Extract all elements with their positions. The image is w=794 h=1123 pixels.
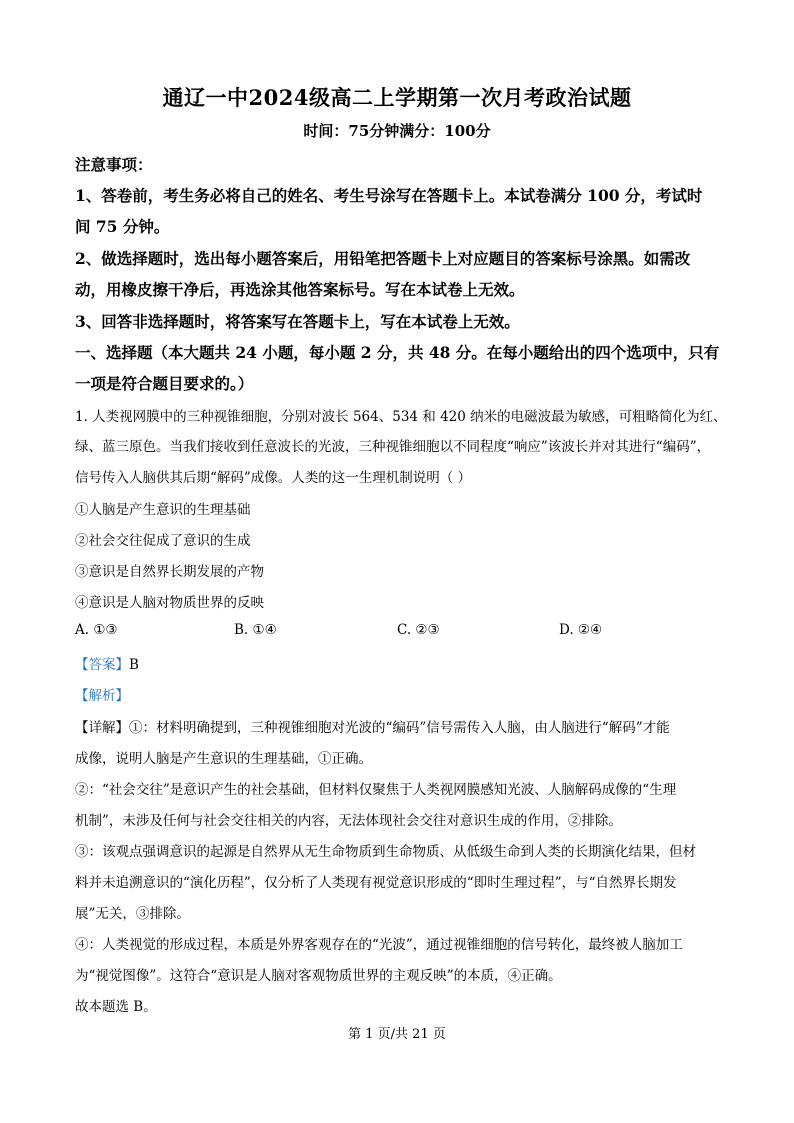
section-heading-line-2: 一项是符合题目要求的。）	[75, 374, 254, 393]
detail-line-9: 为“视觉图像”。这符合“意识是人脑对客观物质世界的主观反映”的本质，④正确。	[75, 968, 562, 984]
statement-4: ④意识是人脑对物质世界的反映	[75, 595, 264, 611]
page-number: 第 1 页/共 21 页	[348, 1027, 446, 1042]
notice-item-3: 3、回答非选择题时，将答案写在答题卡上，写在本试卷上无效。	[75, 312, 520, 331]
detail-line-6: 料并未追溯意识的“演化历程”，仅分析了人类现有视觉意识形成的“即时生理过程”，与“自然界长期发	[75, 875, 677, 891]
question-stem-line-1: 1. 人类视网膜中的三种视锥细胞，分别对波长 564、534 和 420 纳米的电磁波最为敏感，可粗略简化为红、	[75, 409, 727, 425]
statement-2: ②社会交往促成了意识的生成	[75, 533, 251, 549]
detail-line-2: 成像，说明人脑是产生意识的生理基础，①正确。	[75, 751, 372, 767]
detail-line-8: ④：人类视觉的形成过程，本质是外界客观存在的“光波”，通过视锥细胞的信号转化，最终被人脑加工	[75, 937, 683, 953]
answer-value: B	[129, 657, 139, 673]
notice-item-2-line-1: 2、做选择题时，选出每小题答案后，用铅笔把答题卡上对应题目的答案标号涂黑。如需改	[75, 249, 691, 268]
notice-item-2-line-2: 动，用橡皮擦干净后，再选涂其他答案标号。写在本试卷上无效。	[75, 280, 525, 299]
detail-line-3: ②：“社会交往”是意识产生的社会基础，但材料仅聚焦于人类视网膜感知光波、人脑解码成像的“生理	[75, 782, 677, 798]
option-b: B. ①④	[234, 622, 277, 638]
conclusion-line: 故本题选 B。	[75, 999, 157, 1015]
detail-line-4: 机制”，未涉及任何与社会交往相关的内容，无法体现社会交往对意识生成的作用，②排除。	[75, 813, 622, 829]
analysis-tag: 【解析】	[75, 688, 129, 704]
section-heading-line-1: 一、选择题（本大题共 24 小题，每小题 2 分，共 48 分。在每小题给出的四个选项中，只有	[75, 343, 720, 362]
detail-line-7: 展”无关，③排除。	[75, 906, 190, 922]
exam-time-score: 时间：75分钟满分：100分	[303, 122, 491, 140]
option-d: D. ②④	[559, 622, 603, 638]
answer-tag: 【答案】	[75, 657, 129, 673]
question-stem-line-2: 绿、蓝三原色。当我们接收到任意波长的光波，三种视锥细胞以不同程度“响应”该波长并对其进行“编码”，	[75, 439, 711, 455]
notice-item-1-line-1: 1、答卷前，考生务必将自己的姓名、考生号涂写在答题卡上。本试卷满分 100 分，考试时	[75, 186, 703, 205]
option-a: A. ①③	[75, 622, 118, 638]
statement-3: ③意识是自然界长期发展的产物	[75, 564, 264, 580]
notice-item-1-line-2: 间 75 分钟。	[75, 217, 170, 236]
detail-line-1: 【详解】①：材料明确提到，三种视锥细胞对光波的“编码”信号需传入人脑，由人脑进行“解码”才能	[75, 720, 670, 736]
answer-line	[75, 653, 139, 673]
page-title: 通辽一中2024级高二上学期第一次月考政治试题	[162, 85, 632, 110]
question-stem-line-3: 信号传入人脑供其后期“解码”成像。人类的这一生理机制说明（ ）	[75, 470, 472, 486]
notice-heading: 注意事项：	[75, 155, 153, 174]
option-c: C. ②③	[397, 622, 440, 638]
statement-1: ①人脑是产生意识的生理基础	[75, 502, 251, 518]
detail-line-5: ③：该观点强调意识的起源是自然界从无生命物质到生命物质、从低级生命到人类的长期演化结果，但材	[75, 844, 696, 860]
